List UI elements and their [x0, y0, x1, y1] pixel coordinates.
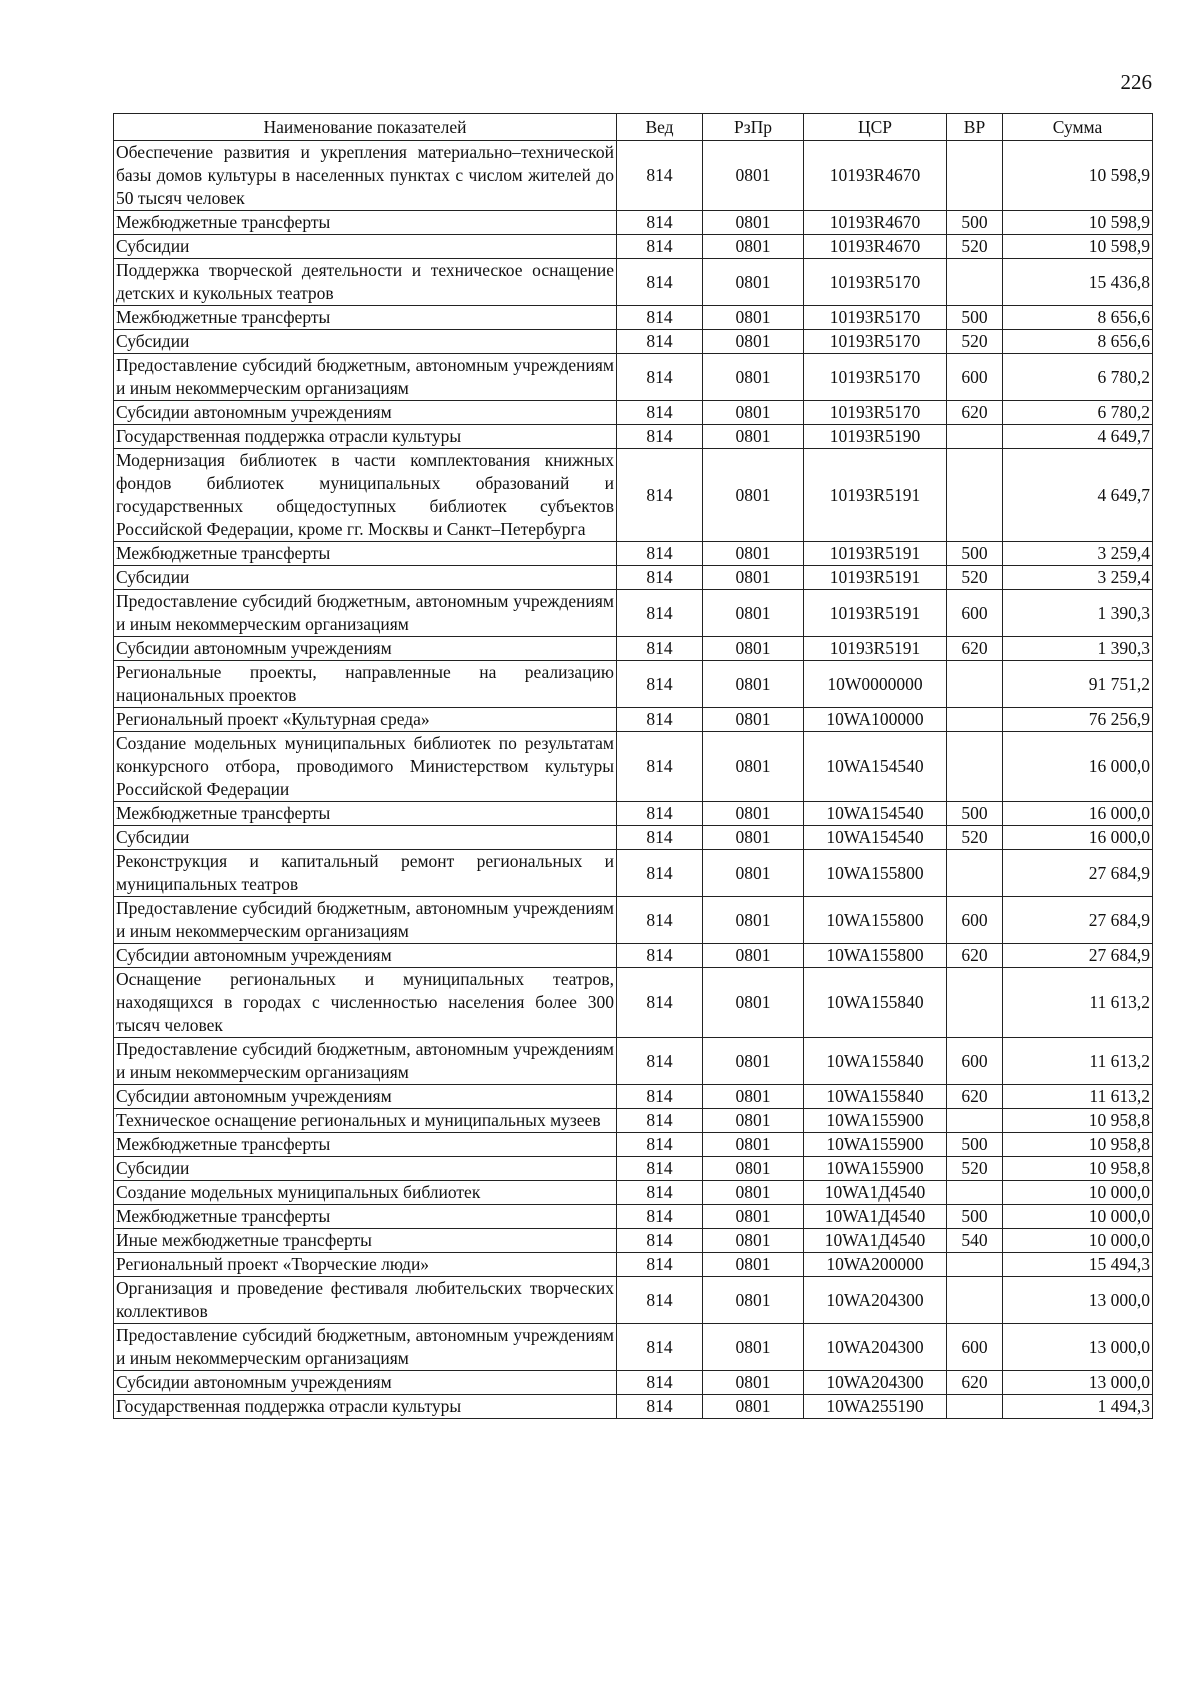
table-row	[114, 944, 1153, 968]
row-sum-cell: 15 494,3	[1003, 1253, 1153, 1277]
row-rzpr-cell: 0801	[703, 1109, 804, 1133]
row-sum-cell: 4 649,7	[1003, 449, 1153, 542]
table-row	[114, 826, 1153, 850]
table-row	[114, 708, 1153, 732]
row-rzpr-cell: 0801	[703, 708, 804, 732]
row-csr-cell: 10W0000000	[804, 661, 947, 708]
table-row	[114, 235, 1153, 259]
row-sum-cell: 10 000,0	[1003, 1229, 1153, 1253]
row-name-cell: Субсидии автономным учреждениям	[114, 1371, 617, 1395]
header-name: Наименование показателей	[114, 114, 617, 141]
table-row	[114, 425, 1153, 449]
row-vr-cell: 520	[947, 826, 1003, 850]
row-ved-cell: 814	[617, 1109, 703, 1133]
page-number: 226	[1120, 70, 1152, 94]
row-rzpr-cell: 0801	[703, 637, 804, 661]
row-vr-cell	[947, 1277, 1003, 1324]
row-csr-cell: 10193R4670	[804, 211, 947, 235]
row-vr-cell: 620	[947, 1085, 1003, 1109]
table-row	[114, 542, 1153, 566]
table-row	[114, 1038, 1153, 1085]
header-ved: Вед	[617, 114, 703, 141]
table-row	[114, 1229, 1153, 1253]
row-sum-cell: 27 684,9	[1003, 897, 1153, 944]
table-row	[114, 1277, 1153, 1324]
row-sum-cell: 91 751,2	[1003, 661, 1153, 708]
row-rzpr-cell: 0801	[703, 732, 804, 802]
row-name-cell: Обеспечение развития и укрепления материально–технической базы домов культуры в населенных пунктах с числом жителей до 50 тысяч человек	[114, 141, 617, 211]
row-rzpr-cell: 0801	[703, 1181, 804, 1205]
row-ved-cell: 814	[617, 401, 703, 425]
table-row	[114, 566, 1153, 590]
row-sum-cell: 8 656,6	[1003, 306, 1153, 330]
row-rzpr-cell: 0801	[703, 425, 804, 449]
row-sum-cell: 6 780,2	[1003, 354, 1153, 401]
row-csr-cell: 10WA155840	[804, 1038, 947, 1085]
row-name-cell: Межбюджетные трансферты	[114, 306, 617, 330]
row-ved-cell: 814	[617, 449, 703, 542]
row-rzpr-cell: 0801	[703, 1133, 804, 1157]
row-csr-cell: 10WA1Д4540	[804, 1181, 947, 1205]
row-ved-cell: 814	[617, 211, 703, 235]
table-row	[114, 802, 1153, 826]
row-name-cell: Создание модельных муниципальных библиотек	[114, 1181, 617, 1205]
row-vr-cell: 500	[947, 1205, 1003, 1229]
table-row	[114, 1109, 1153, 1133]
row-ved-cell: 814	[617, 661, 703, 708]
row-ved-cell: 814	[617, 590, 703, 637]
row-csr-cell: 10193R5170	[804, 354, 947, 401]
row-sum-cell: 10 598,9	[1003, 211, 1153, 235]
row-rzpr-cell: 0801	[703, 897, 804, 944]
row-ved-cell: 814	[617, 1229, 703, 1253]
row-rzpr-cell: 0801	[703, 944, 804, 968]
table-row	[114, 1253, 1153, 1277]
row-vr-cell: 500	[947, 211, 1003, 235]
row-name-cell: Межбюджетные трансферты	[114, 542, 617, 566]
row-ved-cell: 814	[617, 897, 703, 944]
row-rzpr-cell: 0801	[703, 1085, 804, 1109]
row-vr-cell: 500	[947, 802, 1003, 826]
row-rzpr-cell: 0801	[703, 1205, 804, 1229]
row-rzpr-cell: 0801	[703, 1253, 804, 1277]
row-rzpr-cell: 0801	[703, 590, 804, 637]
row-sum-cell: 11 613,2	[1003, 1038, 1153, 1085]
row-name-cell: Субсидии автономным учреждениям	[114, 1085, 617, 1109]
table-row	[114, 211, 1153, 235]
row-ved-cell: 814	[617, 259, 703, 306]
table-row	[114, 1085, 1153, 1109]
row-name-cell: Оснащение региональных и муниципальных театров, находящихся в городах с численностью населения более 300 тысяч человек	[114, 968, 617, 1038]
row-vr-cell	[947, 732, 1003, 802]
row-name-cell: Субсидии автономным учреждениям	[114, 944, 617, 968]
row-rzpr-cell: 0801	[703, 141, 804, 211]
row-csr-cell: 10WA255190	[804, 1395, 947, 1419]
row-name-cell: Государственная поддержка отрасли культуры	[114, 1395, 617, 1419]
table-row	[114, 141, 1153, 211]
row-csr-cell: 10193R5191	[804, 590, 947, 637]
row-csr-cell: 10WA100000	[804, 708, 947, 732]
row-sum-cell: 16 000,0	[1003, 802, 1153, 826]
row-csr-cell: 10WA155840	[804, 1085, 947, 1109]
row-sum-cell: 10 000,0	[1003, 1205, 1153, 1229]
row-sum-cell: 76 256,9	[1003, 708, 1153, 732]
table-row	[114, 1395, 1153, 1419]
row-vr-cell	[947, 425, 1003, 449]
row-sum-cell: 4 649,7	[1003, 425, 1153, 449]
row-ved-cell: 814	[617, 1085, 703, 1109]
row-rzpr-cell: 0801	[703, 542, 804, 566]
row-ved-cell: 814	[617, 1038, 703, 1085]
row-rzpr-cell: 0801	[703, 661, 804, 708]
row-name-cell: Межбюджетные трансферты	[114, 802, 617, 826]
table-row	[114, 661, 1153, 708]
row-name-cell: Региональный проект «Творческие люди»	[114, 1253, 617, 1277]
table-header-row	[114, 114, 1153, 141]
header-csr: ЦСР	[804, 114, 947, 141]
row-vr-cell: 500	[947, 542, 1003, 566]
row-name-cell: Предоставление субсидий бюджетным, автономным учреждениям и иным некоммерческим организациям	[114, 1038, 617, 1085]
row-ved-cell: 814	[617, 1277, 703, 1324]
row-sum-cell: 1 494,3	[1003, 1395, 1153, 1419]
row-rzpr-cell: 0801	[703, 330, 804, 354]
row-sum-cell: 10 598,9	[1003, 141, 1153, 211]
row-ved-cell: 814	[617, 1253, 703, 1277]
row-name-cell: Межбюджетные трансферты	[114, 1205, 617, 1229]
row-rzpr-cell: 0801	[703, 802, 804, 826]
row-sum-cell: 10 598,9	[1003, 235, 1153, 259]
row-ved-cell: 814	[617, 306, 703, 330]
row-ved-cell: 814	[617, 141, 703, 211]
row-ved-cell: 814	[617, 425, 703, 449]
row-rzpr-cell: 0801	[703, 566, 804, 590]
row-vr-cell	[947, 259, 1003, 306]
budget-table	[113, 113, 1153, 1419]
row-rzpr-cell: 0801	[703, 401, 804, 425]
row-csr-cell: 10WA154540	[804, 732, 947, 802]
row-ved-cell: 814	[617, 354, 703, 401]
row-name-cell: Предоставление субсидий бюджетным, автономным учреждениям и иным некоммерческим организациям	[114, 354, 617, 401]
row-rzpr-cell: 0801	[703, 259, 804, 306]
row-rzpr-cell: 0801	[703, 235, 804, 259]
row-rzpr-cell: 0801	[703, 1038, 804, 1085]
table-row	[114, 401, 1153, 425]
row-name-cell: Региональные проекты, направленные на реализацию национальных проектов	[114, 661, 617, 708]
row-csr-cell: 10WA155840	[804, 968, 947, 1038]
row-csr-cell: 10193R5191	[804, 542, 947, 566]
row-ved-cell: 814	[617, 850, 703, 897]
row-rzpr-cell: 0801	[703, 968, 804, 1038]
table-row	[114, 637, 1153, 661]
row-ved-cell: 814	[617, 1371, 703, 1395]
row-csr-cell: 10193R5170	[804, 401, 947, 425]
row-sum-cell: 8 656,6	[1003, 330, 1153, 354]
row-rzpr-cell: 0801	[703, 1371, 804, 1395]
row-name-cell: Иные межбюджетные трансферты	[114, 1229, 617, 1253]
row-ved-cell: 814	[617, 542, 703, 566]
row-sum-cell: 6 780,2	[1003, 401, 1153, 425]
row-ved-cell: 814	[617, 1181, 703, 1205]
row-ved-cell: 814	[617, 637, 703, 661]
row-name-cell: Субсидии	[114, 330, 617, 354]
row-name-cell: Государственная поддержка отрасли культуры	[114, 425, 617, 449]
table-row	[114, 850, 1153, 897]
row-rzpr-cell: 0801	[703, 1324, 804, 1371]
row-sum-cell: 1 390,3	[1003, 637, 1153, 661]
row-vr-cell	[947, 449, 1003, 542]
row-sum-cell: 10 958,8	[1003, 1157, 1153, 1181]
row-csr-cell: 10WA204300	[804, 1277, 947, 1324]
row-csr-cell: 10WA204300	[804, 1371, 947, 1395]
row-name-cell: Создание модельных муниципальных библиотек по результатам конкурсного отбора, проводимого Министерством культуры Российской Федерации	[114, 732, 617, 802]
row-csr-cell: 10193R4670	[804, 141, 947, 211]
row-name-cell: Межбюджетные трансферты	[114, 1133, 617, 1157]
row-ved-cell: 814	[617, 1157, 703, 1181]
row-rzpr-cell: 0801	[703, 449, 804, 542]
table-row	[114, 1324, 1153, 1371]
row-csr-cell: 10193R5170	[804, 330, 947, 354]
row-vr-cell: 600	[947, 590, 1003, 637]
row-sum-cell: 10 958,8	[1003, 1109, 1153, 1133]
row-sum-cell: 13 000,0	[1003, 1371, 1153, 1395]
row-name-cell: Техническое оснащение региональных и муниципальных музеев	[114, 1109, 617, 1133]
row-sum-cell: 16 000,0	[1003, 732, 1153, 802]
row-ved-cell: 814	[617, 1395, 703, 1419]
row-sum-cell: 3 259,4	[1003, 542, 1153, 566]
row-csr-cell: 10WA155900	[804, 1109, 947, 1133]
row-ved-cell: 814	[617, 968, 703, 1038]
row-vr-cell	[947, 141, 1003, 211]
row-csr-cell: 10193R5191	[804, 449, 947, 542]
row-rzpr-cell: 0801	[703, 306, 804, 330]
row-vr-cell: 600	[947, 354, 1003, 401]
row-sum-cell: 10 000,0	[1003, 1181, 1153, 1205]
row-csr-cell: 10WA155900	[804, 1157, 947, 1181]
row-vr-cell: 600	[947, 1324, 1003, 1371]
row-sum-cell: 13 000,0	[1003, 1277, 1153, 1324]
row-vr-cell: 520	[947, 235, 1003, 259]
row-sum-cell: 13 000,0	[1003, 1324, 1153, 1371]
row-csr-cell: 10WA155900	[804, 1133, 947, 1157]
row-vr-cell: 600	[947, 1038, 1003, 1085]
row-name-cell: Субсидии автономным учреждениям	[114, 637, 617, 661]
row-csr-cell: 10WA155800	[804, 850, 947, 897]
table-row	[114, 330, 1153, 354]
row-vr-cell	[947, 708, 1003, 732]
row-name-cell: Субсидии автономным учреждениям	[114, 401, 617, 425]
row-ved-cell: 814	[617, 708, 703, 732]
row-name-cell: Региональный проект «Культурная среда»	[114, 708, 617, 732]
row-ved-cell: 814	[617, 944, 703, 968]
row-rzpr-cell: 0801	[703, 211, 804, 235]
row-name-cell: Реконструкция и капитальный ремонт региональных и муниципальных театров	[114, 850, 617, 897]
row-ved-cell: 814	[617, 1133, 703, 1157]
row-name-cell: Субсидии	[114, 1157, 617, 1181]
row-vr-cell: 620	[947, 401, 1003, 425]
row-csr-cell: 10193R5170	[804, 306, 947, 330]
table-body	[114, 141, 1153, 1419]
row-ved-cell: 814	[617, 732, 703, 802]
row-csr-cell: 10WA1Д4540	[804, 1205, 947, 1229]
row-vr-cell: 500	[947, 306, 1003, 330]
row-name-cell: Предоставление субсидий бюджетным, автономным учреждениям и иным некоммерческим организациям	[114, 590, 617, 637]
table-row	[114, 732, 1153, 802]
row-csr-cell: 10193R4670	[804, 235, 947, 259]
row-csr-cell: 10193R5170	[804, 259, 947, 306]
row-vr-cell: 540	[947, 1229, 1003, 1253]
row-vr-cell: 520	[947, 566, 1003, 590]
row-sum-cell: 15 436,8	[1003, 259, 1153, 306]
row-vr-cell	[947, 968, 1003, 1038]
row-name-cell: Предоставление субсидий бюджетным, автономным учреждениям и иным некоммерческим организациям	[114, 897, 617, 944]
row-name-cell: Модернизация библиотек в части комплектования книжных фондов библиотек муниципальных образований и государственных общедоступных библиотек субъектов Российской Федерации, кроме гг. Москвы и Санкт–Петербурга	[114, 449, 617, 542]
row-vr-cell	[947, 850, 1003, 897]
row-csr-cell: 10WA154540	[804, 826, 947, 850]
row-csr-cell: 10WA155800	[804, 897, 947, 944]
table-row	[114, 354, 1153, 401]
row-name-cell: Межбюджетные трансферты	[114, 211, 617, 235]
table-row	[114, 306, 1153, 330]
row-csr-cell: 10193R5191	[804, 637, 947, 661]
row-vr-cell: 620	[947, 1371, 1003, 1395]
table-row	[114, 590, 1153, 637]
row-sum-cell: 1 390,3	[1003, 590, 1153, 637]
table-row	[114, 1181, 1153, 1205]
row-sum-cell: 27 684,9	[1003, 944, 1153, 968]
row-vr-cell: 500	[947, 1133, 1003, 1157]
table-row	[114, 449, 1153, 542]
row-csr-cell: 10WA155800	[804, 944, 947, 968]
row-rzpr-cell: 0801	[703, 1229, 804, 1253]
row-csr-cell: 10193R5190	[804, 425, 947, 449]
row-csr-cell: 10WA204300	[804, 1324, 947, 1371]
row-ved-cell: 814	[617, 802, 703, 826]
row-rzpr-cell: 0801	[703, 850, 804, 897]
row-ved-cell: 814	[617, 566, 703, 590]
row-rzpr-cell: 0801	[703, 826, 804, 850]
row-rzpr-cell: 0801	[703, 1157, 804, 1181]
row-name-cell: Субсидии	[114, 826, 617, 850]
table-row	[114, 968, 1153, 1038]
header-vr: ВР	[947, 114, 1003, 141]
row-name-cell: Предоставление субсидий бюджетным, автономным учреждениям и иным некоммерческим организациям	[114, 1324, 617, 1371]
row-sum-cell: 16 000,0	[1003, 826, 1153, 850]
row-ved-cell: 814	[617, 235, 703, 259]
row-vr-cell: 520	[947, 330, 1003, 354]
table-row	[114, 1371, 1153, 1395]
table-row	[114, 259, 1153, 306]
row-vr-cell	[947, 1395, 1003, 1419]
row-ved-cell: 814	[617, 1324, 703, 1371]
row-csr-cell: 10WA200000	[804, 1253, 947, 1277]
row-rzpr-cell: 0801	[703, 1277, 804, 1324]
row-vr-cell	[947, 1253, 1003, 1277]
row-vr-cell	[947, 661, 1003, 708]
row-sum-cell: 3 259,4	[1003, 566, 1153, 590]
row-sum-cell: 11 613,2	[1003, 1085, 1153, 1109]
row-csr-cell: 10WA154540	[804, 802, 947, 826]
row-sum-cell: 11 613,2	[1003, 968, 1153, 1038]
row-vr-cell: 520	[947, 1157, 1003, 1181]
row-csr-cell: 10WA1Д4540	[804, 1229, 947, 1253]
table-row	[114, 1133, 1153, 1157]
row-name-cell: Организация и проведение фестиваля любительских творческих коллективов	[114, 1277, 617, 1324]
row-rzpr-cell: 0801	[703, 354, 804, 401]
row-vr-cell	[947, 1181, 1003, 1205]
header-sum: Сумма	[1003, 114, 1153, 141]
table-row	[114, 1205, 1153, 1229]
table-row	[114, 897, 1153, 944]
row-ved-cell: 814	[617, 1205, 703, 1229]
row-vr-cell	[947, 1109, 1003, 1133]
table-row	[114, 1157, 1153, 1181]
row-ved-cell: 814	[617, 826, 703, 850]
row-sum-cell: 27 684,9	[1003, 850, 1153, 897]
row-name-cell: Субсидии	[114, 235, 617, 259]
row-csr-cell: 10193R5191	[804, 566, 947, 590]
row-name-cell: Субсидии	[114, 566, 617, 590]
row-rzpr-cell: 0801	[703, 1395, 804, 1419]
header-rzpr: РзПр	[703, 114, 804, 141]
row-sum-cell: 10 958,8	[1003, 1133, 1153, 1157]
row-vr-cell: 620	[947, 637, 1003, 661]
row-name-cell: Поддержка творческой деятельности и техническое оснащение детских и кукольных театров	[114, 259, 617, 306]
row-vr-cell: 620	[947, 944, 1003, 968]
row-vr-cell: 600	[947, 897, 1003, 944]
row-ved-cell: 814	[617, 330, 703, 354]
